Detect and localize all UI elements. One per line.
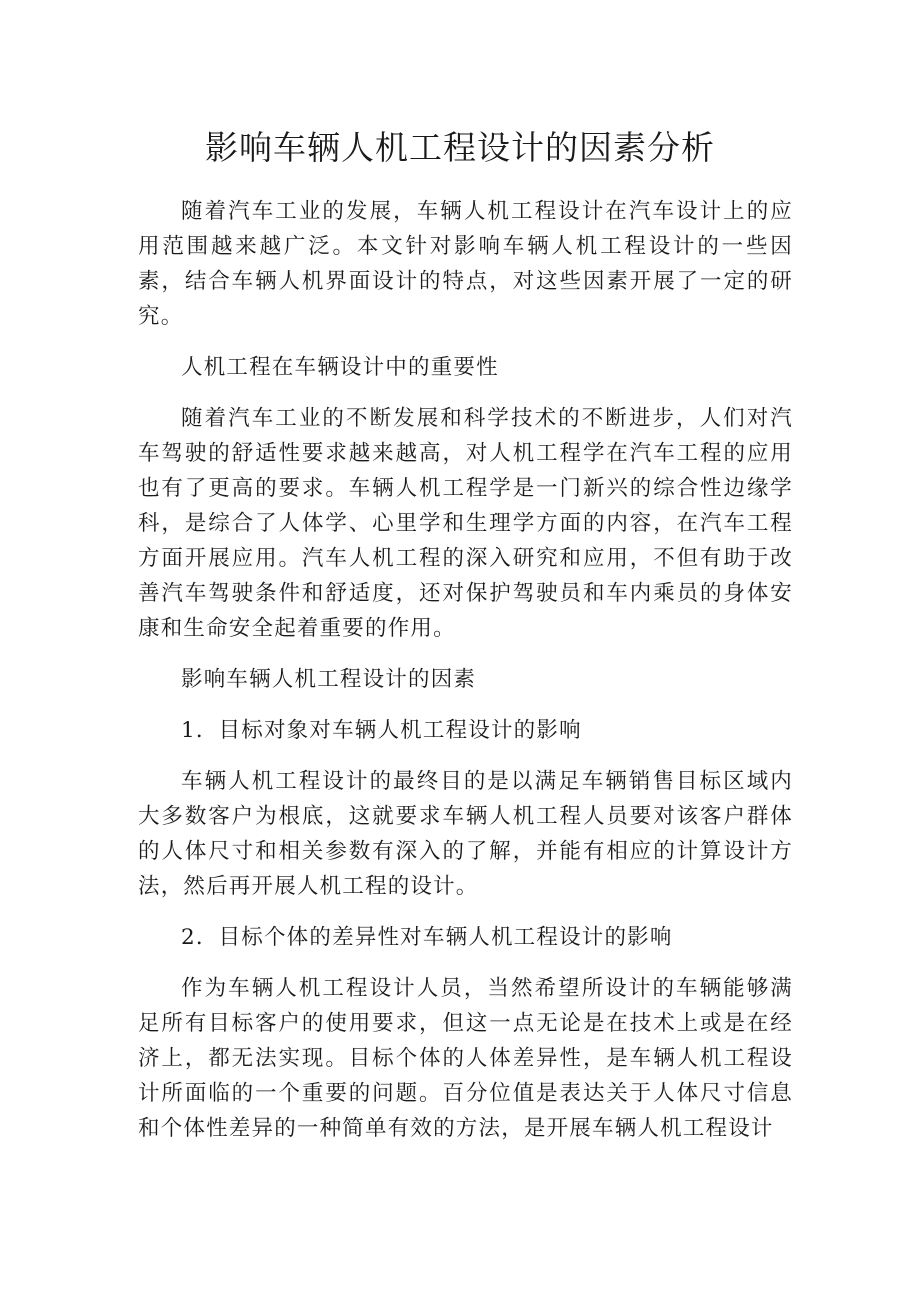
importance-paragraph: 随着汽车工业的不断发展和科学技术的不断进步，人们对汽车驾驶的舒适性要求越来越高，对人机工程学在汽车工程的应用也有了更高的要求。车辆人机工程学是一门新兴的综合性边缘学科，是综合了人体学、心里学和生理学方面的内容，在汽车工程方面开展应用。汽车人机工程的深入研究和应用，不但有助于改善汽车驾驶条件和舒适度，还对保护驾驶员和车内乘员的身体安康和生命安全起着重要的作用。 [138, 406, 793, 641]
document-title: 影响车辆人机工程设计的因素分析 [205, 128, 715, 167]
subsection-heading-individual-difference: 2．目标个体的差异性对车辆人机工程设计的影响 [181, 925, 673, 950]
target-object-paragraph: 车辆人机工程设计的最终目的是以满足车辆销售目标区域内大多数客户为根底，这就要求车辆人机工程人员要对该客户群体的人体尺寸和相关参数有深入的了解，并能有相应的计算设计方法，然后再开展人机工程的设计。 [138, 769, 793, 899]
intro-paragraph: 随着汽车工业的发展，车辆人机工程设计在汽车设计上的应用范围越来越广泛。本文针对影响车辆人机工程设计的一些因素，结合车辆人机界面设计的特点，对这些因素开展了一定的研究。 [138, 199, 793, 329]
subsection-heading-target-object: 1．目标对象对车辆人机工程设计的影响 [181, 718, 582, 743]
document-body [138, 194, 793, 1146]
section-heading-importance: 人机工程在车辆设计中的重要性 [181, 355, 499, 380]
individual-difference-paragraph: 作为车辆人机工程设计人员，当然希望所设计的车辆能够满足所有目标客户的使用要求，但这一点无论是在技术上或是在经济上，都无法实现。目标个体的人体差异性，是车辆人机工程设计所面临的一个重要的问题。百分位值是表达关于人体尺寸信息和个体性差异的一种简单有效的方法，是开展车辆人机工程设计 [138, 976, 793, 1141]
section-heading-factors: 影响车辆人机工程设计的因素 [181, 667, 477, 692]
